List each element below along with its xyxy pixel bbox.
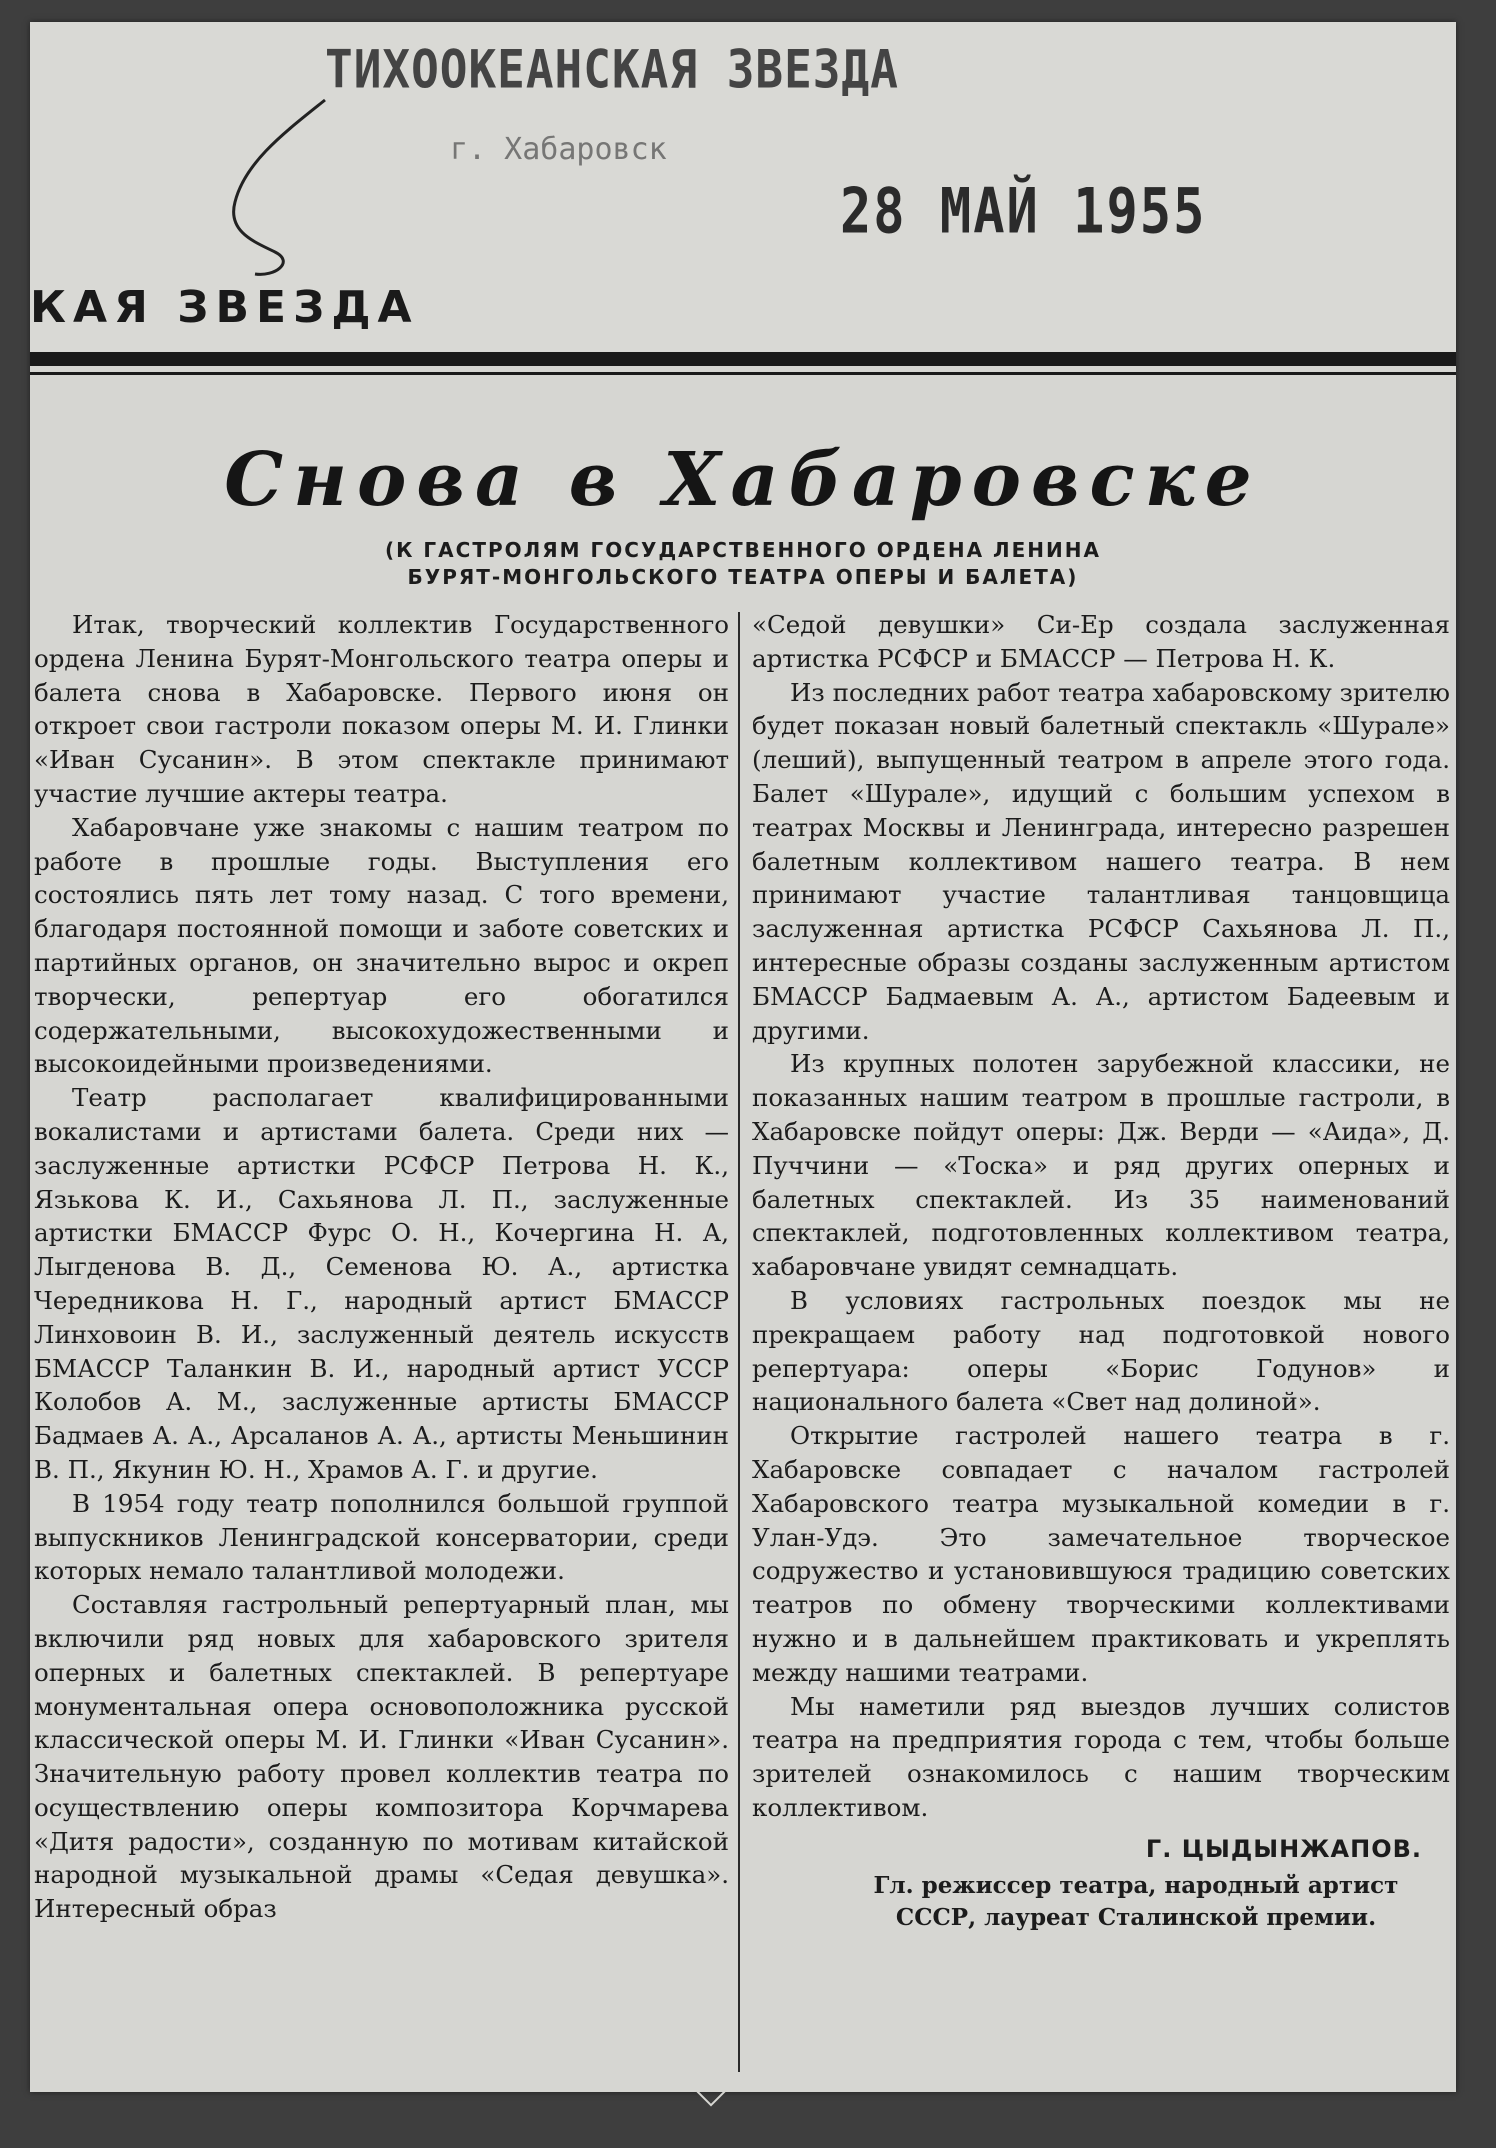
article-column-left <box>34 608 729 1926</box>
subheadline-line-2: БУРЯТ-МОНГОЛЬСКОГО ТЕАТРА ОПЕРЫ И БАЛЕТА) <box>407 565 1079 589</box>
author-role-line-2: СССР, лауреат Сталинской премии. <box>895 1904 1377 1932</box>
paragraph: Итак, творческий коллектив Государственного ордена Ленина Бурят-Монгольского театра оперы и балета снова в Хабаровске. Первого июня он откроет свои гастроли показом оперы М. И. Глинки «Иван Сусанин». В этом спектакле принимают участие лучшие актеры театра. <box>34 610 729 808</box>
paragraph: Из крупных полотен зарубежной классики, не показанных нашим театром в прошлые гастроли, в Хабаровске пойдут оперы: Дж. Верди — «Аида», Д. Пуччини — «Тоска» и ряд других оперных и балетных спектаклей. Из 35 наименований спектаклей, подготовленных коллективом театра, хабаровчане увидят семнадцать. <box>752 1049 1450 1282</box>
paragraph: Составляя гастрольный репертуарный план, мы включили ряд новых для хабаровского зрителя оперных и балетных спектаклей. В репертуаре монументальная опера основоположника русской классической оперы М. И. Глинки «Иван Сусанин». Значительную работу провел коллектив театра по осуществлению оперы композитора Корчмарева «Дитя радости», созданную по мотивам китайской народной музыкальной драмы «Седая девушка». Интересный образ <box>34 1590 729 1924</box>
paragraph: Открытие гастролей нашего театра в г. Хабаровске совпадает с началом гастролей Хабаровского театра музыкальной комедии в г. Улан-Удэ. Это замечательное творческое содружество и установившуюся традицию советских театров по обмену творческими коллективами нужно и в дальнейшем практиковать и укреплять между нашими театрами. <box>752 1421 1450 1687</box>
paragraph: Мы наметили ряд выездов лучших солистов театра на предприятия города с тем, чтобы больше зрителей ознакомилось с нашим творческим коллективом. <box>752 1691 1450 1822</box>
paragraph: В 1954 году театр пополнился большой группой выпускников Ленинградской консерватории, среди которых немало талантливой молодежи. <box>34 1488 729 1586</box>
article-headline: Снова в Хабаровске <box>224 437 1262 523</box>
paragraph: Хабаровчане уже знакомы с нашим театром по работе в прошлые годы. Выступления его состоялись пять лет тому назад. С того времени, благодаря постоянной помощи и заботе советских и партийных органов, он значительно вырос и окреп творчески, репертуар его обогатился содержательными, высокохудожественными и высокоидейными произведениями. <box>34 812 729 1079</box>
stamp-date: 28 МАЙ 1955 <box>840 176 1207 248</box>
author-signature: Г. ЦЫДЫНЖАПОВ. <box>1145 1834 1422 1863</box>
newspaper-clipping <box>30 22 1456 2092</box>
archive-stamp-area <box>30 22 1456 352</box>
column-divider <box>738 612 740 2072</box>
paragraph: В условиях гастрольных поездок мы не прекращаем работу над подготовкой нового репертуара: оперы «Борис Годунов» и национального балета «Свет над долиной». <box>752 1285 1450 1417</box>
author-role <box>752 1870 1450 1934</box>
stamp-city: г. Хабаровск <box>450 132 667 167</box>
pen-mark-icon <box>215 92 335 282</box>
paragraph: Из последних работ театра хабаровскому зрителю будет показан новый балетный спектакль «Шурале» (леший), выпущенный театром в апреле этого года. Балет «Шурале», идущий с большим успехом в театрах Москвы и Ленинграда, интересно разрешен балетным коллективом нашего театра. В нем принимают участие талантливая танцовщица заслуженная артистка РСФСР Сахьянова Л. П., интересные образы созданы заслуженным артистом БМАССР Бадмаевым А. А., артистом Бадеевым и другими. <box>752 677 1450 1045</box>
masthead-rule-thin <box>30 372 1456 375</box>
paragraph: Театр располагает квалифицированными вокалистами и артистами балета. Среди них — заслуженные артистки РСФСР Петрова Н. К., Язькова К. И., Сахьянова Л. П., заслуженные артистки БМАССР Фурс О. Н., Кочергина Н. А, Лыгденова В. Д., Семенова Ю. А., артистка Чередникова Н. Г., народный артист БМАССР Линховоин В. И., заслуженный деятель искусств БМАССР Таланкин В. И., народный артист УССР Колобов А. М., заслуженные артисты БМАССР Бадмаев А. А., Арсаланов А. А., артисты Меньшинин В. П., Якунин Ю. Н., Храмов А. Г. и другие. <box>34 1083 729 1484</box>
stamp-title: ТИХООКЕАНСКАЯ ЗВЕЗДА <box>325 37 899 101</box>
masthead-rule-thick <box>30 352 1456 366</box>
paragraph: «Седой девушки» Си-Ер создала заслуженная артистка РСФСР и БМАССР — Петрова Н. К. <box>752 610 1450 673</box>
author-role-line-1: Гл. режиссер театра, народный артист <box>873 1872 1399 1900</box>
subheadline-line-1: (К ГАСТРОЛЯМ ГОСУДАРСТВЕННОГО ОРДЕНА ЛЕНИНА <box>384 538 1102 562</box>
article-subheadline <box>30 537 1456 591</box>
newspaper-masthead: КАЯ ЗВЕЗДА <box>30 282 419 333</box>
article-column-right <box>752 608 1450 1934</box>
